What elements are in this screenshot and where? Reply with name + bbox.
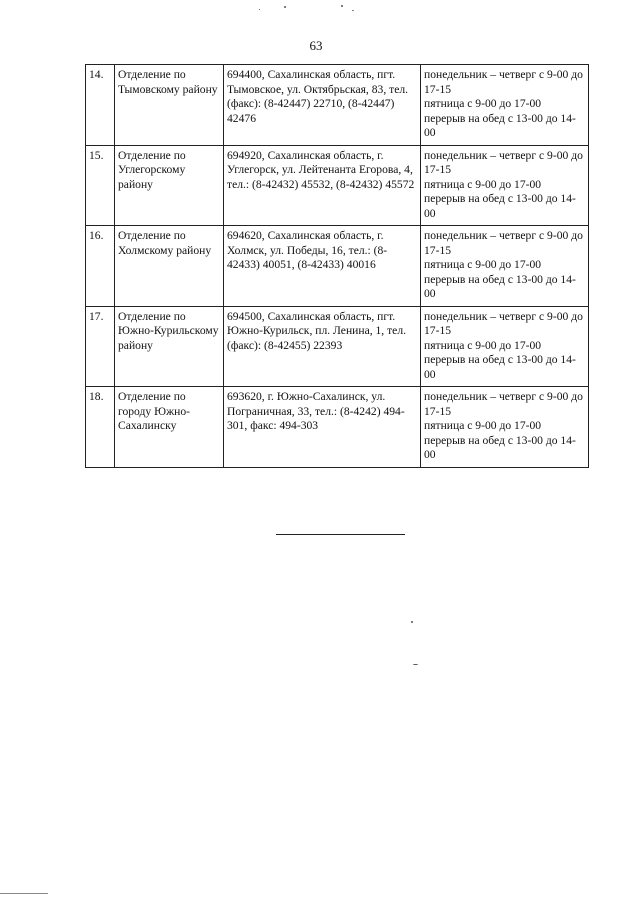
office-hours [421,65,589,146]
hours-weekdays: понедельник – четверг с 9-00 до 17-15 [424,68,583,96]
office-address: 694500, Сахалинская область, пгт. Южно-Курильск, пл. Ленина, 1, тел. (факс): (8-42455) 22393 [224,306,421,387]
scan-speck [413,664,418,665]
office-address: 694920, Сахалинская область, г. Углегорск, ул. Лейтенанта Егорова, 4, тел.: (8-42432) 45532, (8-42432) 45572 [224,145,421,226]
hours-lunch: перерыв на обед с 13-00 до 14-00 [424,272,576,300]
table-row [86,226,589,307]
office-name: Отделение по Южно-Курильскому району [115,306,224,387]
scan-speck [284,6,286,8]
hours-lunch: перерыв на обед с 13-00 до 14-00 [424,353,576,381]
office-name: Отделение по Тымовскому району [115,65,224,146]
hours-weekdays: понедельник – четверг с 9-00 до 17-15 [424,390,583,418]
scan-speck [0,893,48,894]
row-number: 18. [86,387,115,468]
office-name: Отделение по Холмскому району [115,226,224,307]
end-of-document-rule [276,534,405,535]
row-number: 16. [86,226,115,307]
office-hours [421,226,589,307]
hours-friday: пятница с 9-00 до 17-00 [424,258,542,271]
scan-speck [411,621,413,623]
scan-speck [352,10,354,11]
office-hours [421,306,589,387]
office-name: Отделение по Углегорскому району [115,145,224,226]
table-row [86,306,589,387]
office-name: Отделение по городу Южно-Сахалинску [115,387,224,468]
hours-friday: пятница с 9-00 до 17-00 [424,97,542,110]
hours-weekdays: понедельник – четверг с 9-00 до 17-15 [424,309,583,337]
hours-weekdays: понедельник – четверг с 9-00 до 17-15 [424,229,583,257]
hours-lunch: перерыв на обед с 13-00 до 14-00 [424,111,576,139]
page-number: 63 [309,38,323,53]
row-number: 17. [86,306,115,387]
row-number: 15. [86,145,115,226]
table-row [86,65,589,146]
office-hours [421,145,589,226]
row-number: 14. [86,65,115,146]
offices-table [85,64,589,468]
hours-weekdays: понедельник – четверг с 9-00 до 17-15 [424,148,583,176]
hours-friday: пятница с 9-00 до 17-00 [424,338,542,352]
office-address: 694620, Сахалинская область, г. Холмск, ул. Победы, 16, тел.: (8-42433) 40051, (8-42433) 40016 [224,226,421,307]
office-hours [421,387,589,468]
table-row [86,387,589,468]
hours-lunch: перерыв на обед с 13-00 до 14-00 [424,433,576,461]
office-address: 693620, г. Южно-Сахалинск, ул. Пограничная, 33, тел.: (8-4242) 494-301, факс: 494-303 [224,387,421,468]
hours-lunch: перерыв на обед с 13-00 до 14-00 [424,192,576,220]
office-address: 694400, Сахалинская область, пгт. Тымовское, ул. Октябрьская, 83, тел. (факс): (8-42447) 22710, (8-42447) 42476 [224,65,421,146]
hours-friday: пятница с 9-00 до 17-00 [424,177,542,191]
scan-speck [341,5,343,7]
scan-speck [259,9,260,10]
hours-friday: пятница с 9-00 до 17-00 [424,419,542,432]
table-row [86,145,589,226]
